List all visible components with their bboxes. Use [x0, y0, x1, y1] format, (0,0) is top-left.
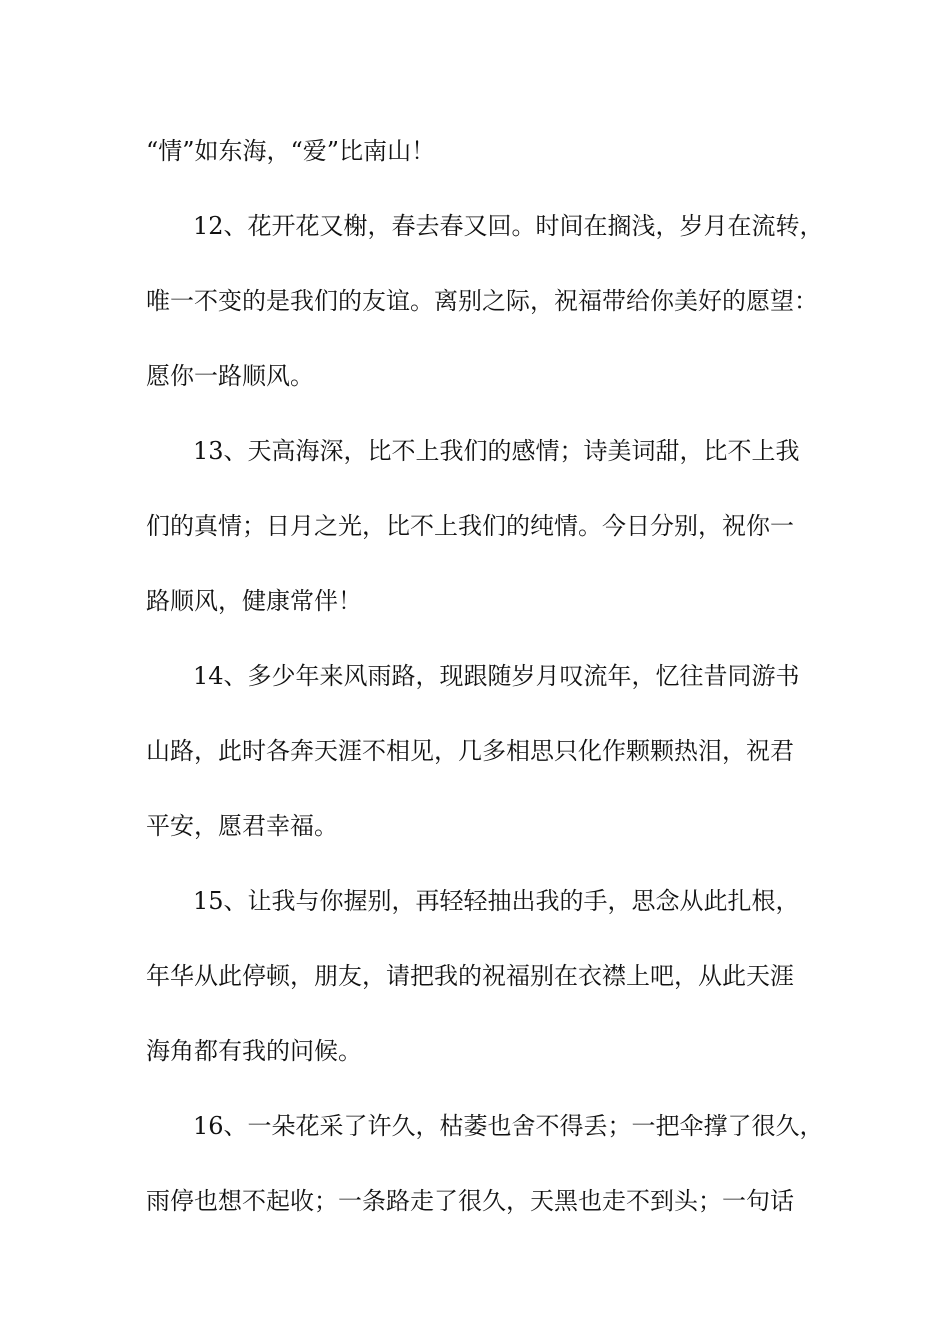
text-line: 雨停也想不起收；一条路走了很久，天黑也走不到头；一句话	[146, 1187, 794, 1215]
text-line: 路顺风，健康常伴！	[146, 587, 362, 615]
text-line: “情”如东海，“爱”比南山！	[146, 137, 436, 165]
text-line: 12、花开花又榭，春去春又回。时间在搁浅，岁月在流转，	[193, 212, 824, 240]
text-line: 平安，愿君幸福。	[146, 812, 338, 840]
text-line: 唯一不变的是我们的友谊。离别之际，祝福带给你美好的愿望：	[146, 287, 818, 315]
text-line: 们的真情；日月之光，比不上我们的纯情。今日分别，祝你一	[146, 512, 794, 540]
text-line: 16、一朵花采了许久，枯萎也舍不得丢；一把伞撑了很久，	[193, 1112, 824, 1140]
text-line: 愿你一路顺风。	[146, 362, 314, 390]
text-line: 14、多少年来风雨路，现跟随岁月叹流年，忆往昔同游书	[193, 662, 800, 690]
text-line: 海角都有我的问候。	[146, 1037, 362, 1065]
text-line: 年华从此停顿，朋友，请把我的祝福别在衣襟上吧，从此天涯	[146, 962, 794, 990]
text-line: 山路，此时各奔天涯不相见，几多相思只化作颗颗热泪，祝君	[146, 737, 794, 765]
text-line: 13、天高海深，比不上我们的感情；诗美词甜，比不上我	[193, 437, 800, 465]
text-line: 15、让我与你握别，再轻轻抽出我的手，思念从此扎根，	[193, 887, 800, 915]
